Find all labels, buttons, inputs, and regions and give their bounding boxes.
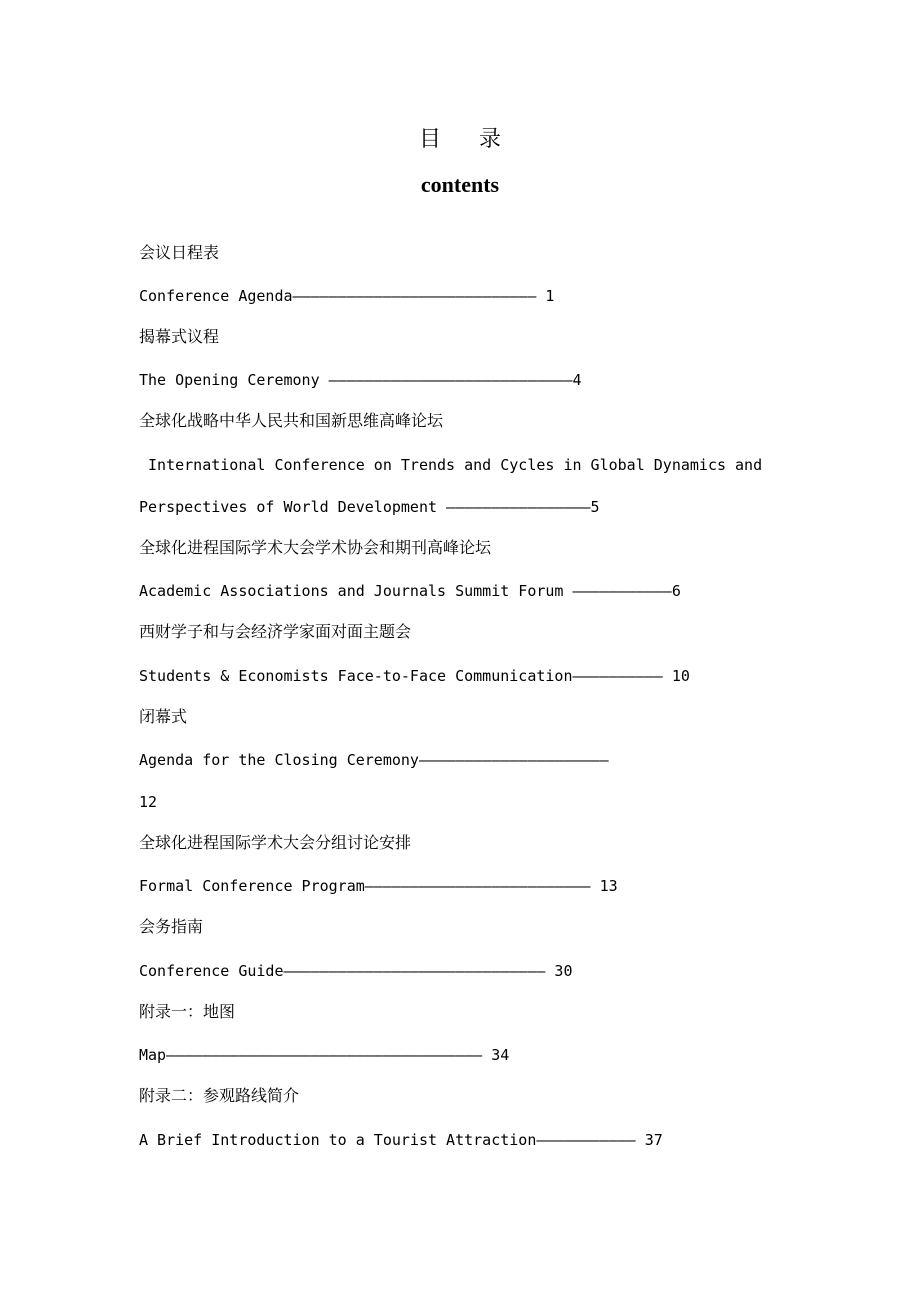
toc-entry-3-english-line-2: Perspectives of World Development ————————————————5	[139, 498, 600, 516]
toc-entry-6-english-line-1: Agenda for the Closing Ceremony—————————————————————	[139, 751, 609, 769]
toc-entry-1-chinese: 会议日程表	[139, 243, 220, 262]
toc-entry-4-chinese: 全球化进程国际学术大会学术协会和期刊高峰论坛	[139, 538, 492, 557]
toc-entry-10-chinese: 附录二：参观路线简介	[139, 1086, 300, 1105]
toc-entry-2-english: The Opening Ceremony ———————————————————————————4	[139, 371, 582, 389]
toc-entry-9-english: Map——————————————————————————————————— 34	[139, 1046, 510, 1064]
toc-entry-7-english: Formal Conference Program————————————————————————— 13	[139, 877, 618, 895]
toc-entry-3-chinese: 全球化战略中华人民共和国新思维高峰论坛	[139, 411, 444, 430]
toc-entry-5-english: Students & Economists Face-to-Face Communication—————————— 10	[139, 667, 690, 685]
toc-entry-2-chinese: 揭幕式议程	[139, 327, 220, 346]
page-title-chinese: 目录	[418, 127, 539, 152]
toc-entry-8-chinese: 会务指南	[139, 917, 204, 936]
toc-entry-4-english: Academic Associations and Journals Summit Forum ———————————6	[139, 582, 681, 600]
page-title-english: contents	[420, 172, 500, 197]
toc-entry-5-chinese: 西财学子和与会经济学家面对面主题会	[139, 622, 412, 641]
toc-entry-9-chinese: 附录一：地图	[139, 1002, 236, 1021]
toc-entry-6-english-line-2: 12	[139, 793, 158, 811]
toc-entry-6-chinese: 闭幕式	[139, 707, 188, 726]
toc-entry-10-english: A Brief Introduction to a Tourist Attraction——————————— 37	[139, 1131, 663, 1149]
toc-entry-7-chinese: 全球化进程国际学术大会分组讨论安排	[139, 833, 412, 852]
toc-entry-1-english: Conference Agenda——————————————————————————— 1	[139, 287, 555, 305]
toc-entry-8-english: Conference Guide————————————————————————————— 30	[139, 962, 573, 980]
toc-entry-3-english-line-1: International Conference on Trends and Cycles in Global Dynamics and	[139, 456, 763, 474]
